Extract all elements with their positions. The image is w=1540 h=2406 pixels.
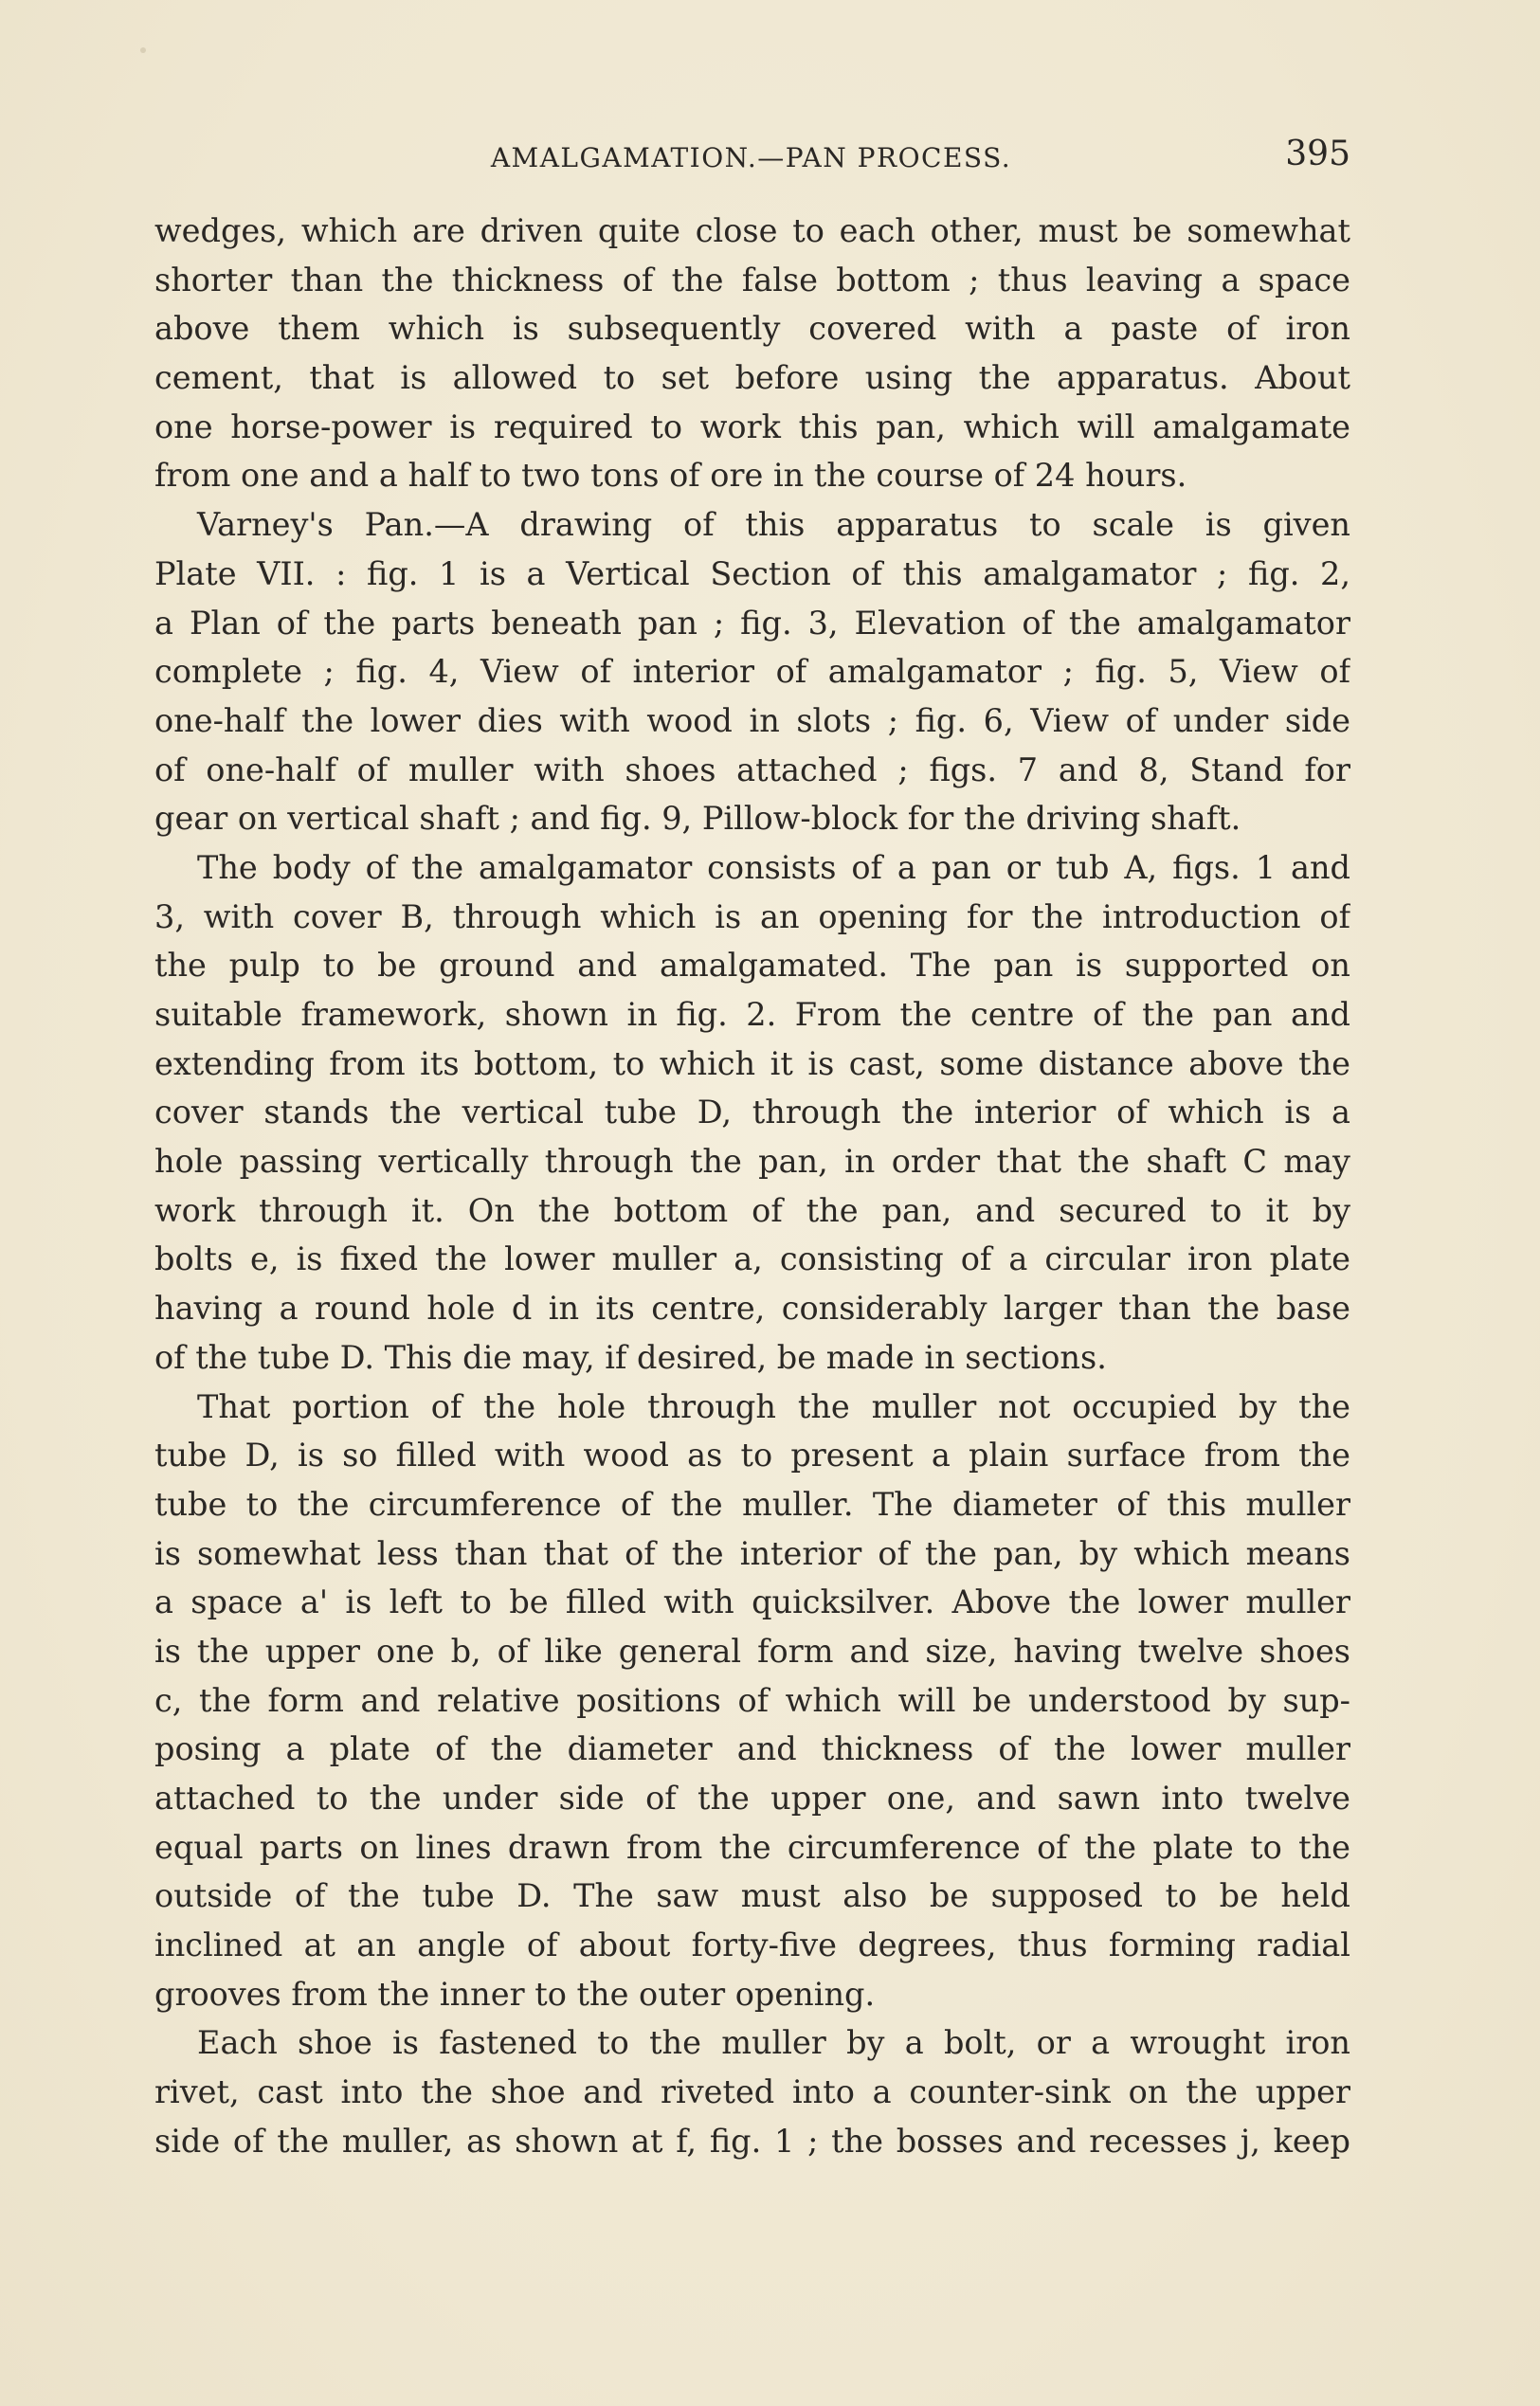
text-line: of one-half of muller with shoes attached ; figs. 7 and 8, Stand for [154, 751, 1350, 788]
text-line: complete ; fig. 4, View of interior of amalgamator ; fig. 5, View of [154, 653, 1350, 691]
text-line: shorter than the thickness of the false bottom ; thus leaving a space [154, 261, 1350, 298]
text-line: hole passing vertically through the pan, in order that the shaft C may [154, 1143, 1350, 1181]
text-line: 3, with cover B, through which is an opening for the introduction of [154, 897, 1350, 935]
text-line: above them which is subsequently covered with a paste of iron [154, 310, 1350, 348]
page-number: 395 [1285, 135, 1350, 173]
text-line: equal parts on lines drawn from the circumference of the plate to the [154, 1828, 1350, 1866]
text-line: attached to the under side of the upper one, and sawn into twelve [154, 1780, 1350, 1817]
text-line: the pulp to be ground and amalgamated. The pan is supported on [154, 947, 1350, 985]
text-line: bolts e, is fixed the lower muller a, consisting of a circular iron plate [154, 1240, 1350, 1278]
text-line: Plate VII. : fig. 1 is a Vertical Section of this amalgamator ; fig. 2, [154, 554, 1350, 592]
text-line: inclined at an angle of about forty-five degrees, thus forming radial [154, 1927, 1350, 1964]
text-line: side of the muller, as shown at f, fig. 1 ; the bosses and recesses j, keep [154, 2122, 1350, 2160]
text-line: is the upper one b, of like general form and size, having twelve shoes [154, 1632, 1350, 1670]
text-line: Varney's Pan.—A drawing of this apparatus to scale is given [197, 506, 1350, 544]
text-line: wedges, which are driven quite close to each other, must be somewhat [154, 212, 1350, 249]
text-line: posing a plate of the diameter and thickness of the lower muller [154, 1730, 1350, 1768]
text-line: tube to the circumference of the muller. The diameter of this muller [154, 1485, 1350, 1523]
text-line: That portion of the hole through the muller not occupied by the [197, 1387, 1350, 1425]
text-line: The body of the amalgamator consists of a pan or tub A, figs. 1 and [197, 848, 1350, 886]
running-head [152, 135, 1350, 182]
text-line: extending from its bottom, to which it is cast, some distance above the [154, 1044, 1350, 1082]
running-title: AMALGAMATION.—PAN PROCESS. [490, 142, 1012, 173]
text-line: rivet, cast into the shoe and riveted into a counter-sink on the upper [154, 2073, 1350, 2111]
text-line: one-half the lower dies with wood in slots ; fig. 6, View of under side [154, 701, 1350, 739]
text-line: a Plan of the parts beneath pan ; fig. 3, Elevation of the amalgamator [154, 604, 1350, 642]
text-line: cover stands the vertical tube D, through the interior of which is a [154, 1094, 1350, 1131]
text-line: work through it. On the bottom of the pan, and secured to it by [154, 1191, 1350, 1229]
text-line: grooves from the inner to the outer opening. [154, 1975, 876, 2013]
text-line: having a round hole d in its centre, considerably larger than the base [154, 1290, 1350, 1328]
text-line: one horse-power is required to work this pan, which will amalgamate [154, 407, 1350, 445]
body-text [154, 207, 1350, 2166]
text-line: a space a' is left to be filled with quicksilver. Above the lower muller [154, 1583, 1350, 1621]
text-line: of the tube D. This die may, if desired, be made in sections. [154, 1338, 1107, 1376]
text-line: c, the form and relative positions of which will be understood by sup- [154, 1681, 1350, 1719]
text-line: suitable framework, shown in fig. 2. From the centre of the pan and [154, 996, 1350, 1033]
text-line: tube D, is so filled with wood as to present a plain surface from the [154, 1437, 1350, 1474]
text-line: outside of the tube D. The saw must also be supposed to be held [154, 1877, 1350, 1915]
paper-speck [140, 47, 146, 53]
text-line: gear on vertical shaft ; and fig. 9, Pillow-block for the driving shaft. [154, 800, 1241, 838]
text-line: cement, that is allowed to set before using the apparatus. About [154, 359, 1350, 397]
text-line: from one and a half to two tons of ore in the course of 24 hours. [154, 457, 1187, 495]
text-line: is somewhat less than that of the interior of the pan, by which means [154, 1534, 1350, 1572]
text-line: Each shoe is fastened to the muller by a bolt, or a wrought iron [197, 2024, 1350, 2062]
